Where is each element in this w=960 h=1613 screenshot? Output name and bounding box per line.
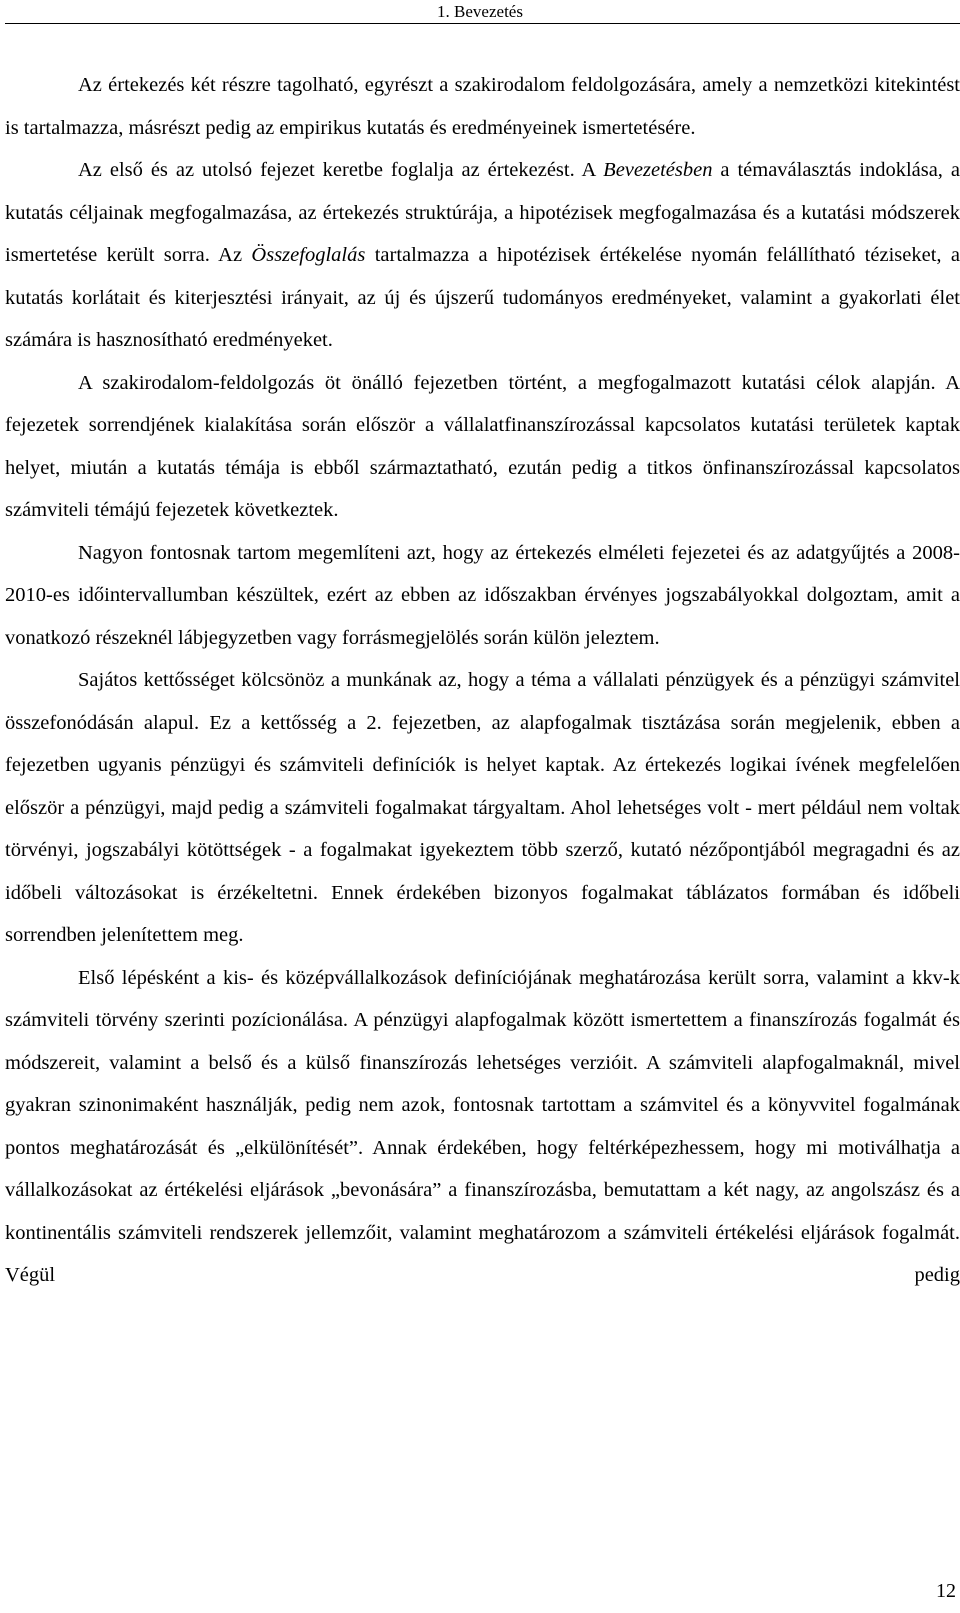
- paragraph-3: A szakirodalom-feldolgozás öt önálló fejezetben történt, a megfogalmazott kutatási célok alapján. A fejezetek sorrendjének kialakítása során először a vállalatfinanszírozással kapcsolatos kutatási területek kaptak helyet, miután a kutatás témája is ebből származtatható, ezután pedig a titkos önfinanszírozással kapcsolatos számviteli témájú fejezetek következtek.: [5, 371, 960, 521]
- paragraph-2: [5, 149, 960, 362]
- header-rule: [5, 23, 960, 24]
- paragraph-4: Nagyon fontosnak tartom megemlíteni azt, hogy az értekezés elméleti fejezetei és az adatgyűjtés a 2008-2010-es időintervallumban készültek, ezért az ebben az időszakban érvényes jogszabályokkal dolgoztam, amit a vonatkozó részeknél lábjegyzetben vagy forrásmegjelölés során külön jeleztem.: [5, 541, 960, 649]
- page-number: 12: [936, 1580, 956, 1602]
- running-header: [0, 0, 960, 26]
- paragraph-2-text-1: Az első és az utolsó fejezet keretbe foglalja az értekezést. A: [78, 159, 604, 181]
- body-text: [5, 64, 960, 1297]
- emphasis-bevezetesben: Bevezetésben: [603, 159, 713, 181]
- paragraph-2-text-3: tartalmazza a hipotézisek értékelése nyomán felállítható téziseket, a kutatás korlátait és kiterjesztési irányait, az új és újszerű tudományos eredményeket, valamint a gyakorlati élet számára is hasznosítható eredményeket.: [5, 244, 960, 351]
- paragraph-1: Az értekezés két részre tagolható, egyrészt a szakirodalom feldolgozására, amely a nemzetközi kitekintést is tartalmazza, másrészt pedig az empirikus kutatás és eredményeinek ismertetésére.: [5, 74, 960, 139]
- paragraph-2-text-2: a témaválasztás indoklása, a kutatás céljainak megfogalmazása, az értekezés struktúrája, a hipotézisek megfogalmazása és a kutatási módszerek ismertetése került sorra. Az: [5, 159, 960, 266]
- chapter-title: 1. Bevezetés: [437, 2, 523, 21]
- emphasis-osszefoglalas: Összefoglalás: [251, 244, 366, 266]
- paragraph-6: Első lépésként a kis- és középvállalkozások definíciójának meghatározása került sorra, valamint a kkv-k számviteli törvény szerinti pozícionálása. A pénzügyi alapfogalmak között ismertettem a finanszírozás fogalmát és módszereit, valamint a belső és a külső finanszírozás lehetséges verzióit. A számviteli alapfogalmaknál, mivel gyakran szinonimaként használják, pedig nem azok, fontosnak tartottam a számvitel és a könyvvitel fogalmának pontos meghatározását és „elkülönítését”. Annak érdekében, hogy feltérképezhessem, hogy mi motiválhatja a vállalkozásokat az értékelési eljárások „bevonására” a finanszírozásba, bemutattam a két nagy, az angolszász és a kontinentális számviteli rendszerek jellemzőit, valamint meghatározom a számviteli értékelési eljárások fogalmát. Végül pedig: [5, 966, 960, 1286]
- paragraph-5: Sajátos kettősséget kölcsönöz a munkának az, hogy a téma a vállalati pénzügyek és a pénzügyi számvitel összefonódásán alapul. Ez a kettősség a 2. fejezetben, az alapfogalmak tisztázása során megjelenik, ebben a fejezetben ugyanis pénzügyi és számviteli definíciók is helyet kaptak. Az értekezés logikai ívének megfelelően először a pénzügyi, majd pedig a számviteli fogalmakat tárgyaltam. Ahol lehetséges volt - mert például nem voltak törvényi, jogszabályi kötöttségek - a fogalmakat igyekeztem több szerző, kutató nézőpontjából megragadni és az időbeli változásokat is érzékeltetni. Ennek érdekében bizonyos fogalmakat táblázatos formában és időbeli sorrendben jelenítettem meg.: [5, 669, 960, 946]
